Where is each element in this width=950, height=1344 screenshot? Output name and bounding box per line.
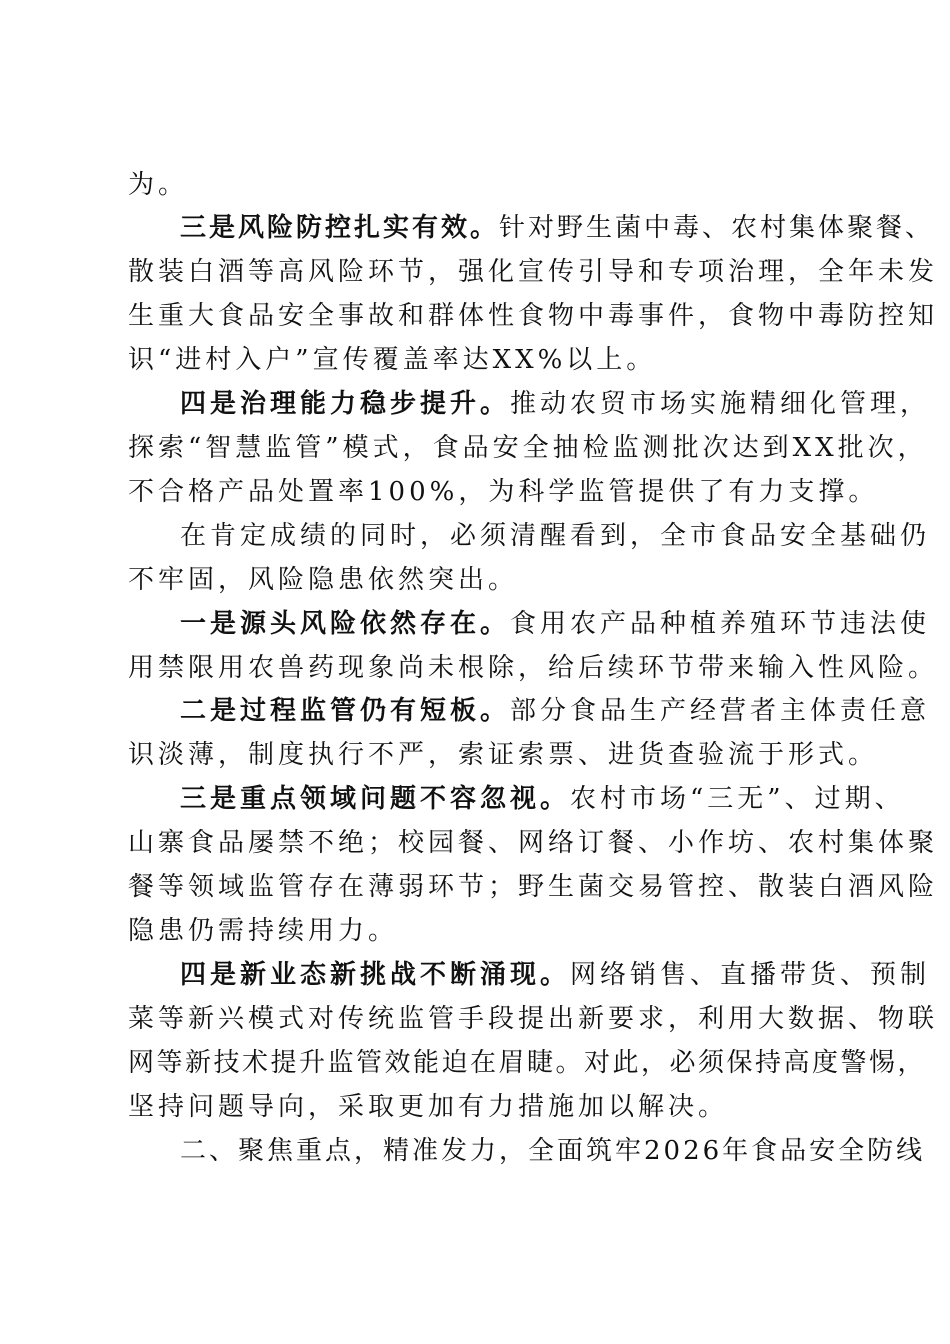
paragraph-heading-line — [180, 777, 905, 821]
line-text: 识淡薄，制度执行不严，索证索票、进货查验流于形式。 — [128, 740, 879, 770]
line-text: 网等新技术提升监管效能迫在眉睫。对此，必须保持高度警惕， — [128, 1048, 927, 1078]
line-text: 识“进村入户”宣传覆盖率达XX%以上。 — [128, 345, 657, 375]
body-line — [180, 514, 930, 558]
paragraph-heading-line — [180, 206, 934, 250]
body-line — [128, 338, 656, 382]
bold-lead: 三是重点领域问题不容忽视。 — [180, 784, 571, 814]
line-text: 食用农产品种植养殖环节违法使 — [510, 609, 931, 639]
line-text: 部分食品生产经营者主体责任意 — [510, 696, 931, 726]
line-text: 散装白酒等高风险环节，强化宣传引导和专项治理，全年未发 — [128, 257, 939, 287]
paragraph-heading-line — [180, 382, 930, 426]
paragraph-heading-line — [180, 689, 930, 733]
line-text: 生重大食品安全事故和群体性食物中毒事件，食物中毒防控知 — [128, 301, 939, 331]
body-line — [128, 250, 938, 294]
line-text: 用禁限用农兽药现象尚未根除，给后续环节带来输入性风险。 — [128, 653, 939, 683]
body-line — [128, 821, 938, 865]
body-line — [128, 646, 938, 690]
line-text: 农村市场“三无”、过期、 — [570, 784, 905, 814]
line-text: 山寨食品屡禁不绝；校园餐、网络订餐、小作坊、农村集体聚 — [128, 828, 939, 858]
body-line — [128, 1085, 728, 1129]
line-text: 网络销售、直播带货、预制 — [570, 960, 931, 990]
line-text: 推动农贸市场实施精细化管理， — [510, 389, 931, 419]
body-line — [128, 997, 938, 1041]
body-line — [128, 470, 878, 514]
bold-lead: 二是过程监管仍有短板。 — [180, 696, 511, 726]
section-heading-line — [180, 1129, 925, 1173]
line-text: 坚持问题导向，采取更加有力措施加以解决。 — [128, 1092, 729, 1122]
body-line — [128, 294, 938, 338]
line-text: 探索“智慧监管”模式，食品安全抽检监测批次达到XX批次， — [128, 433, 928, 463]
paragraph-heading-line — [180, 602, 930, 646]
line-text: 二、聚焦重点，精准发力，全面筑牢2026年食品安全防线 — [180, 1136, 926, 1166]
bold-lead: 四是新业态新挑战不断涌现。 — [180, 960, 571, 990]
line-text: 餐等领域监管存在薄弱环节；野生菌交易管控、散装白酒风险 — [128, 872, 939, 902]
line-text: 菜等新兴模式对传统监管手段提出新要求，利用大数据、物联 — [128, 1004, 939, 1034]
line-text: 隐患仍需持续用力。 — [128, 916, 399, 946]
line-text: 为。 — [128, 170, 189, 200]
body-line — [128, 426, 928, 470]
line-text: 不牢固，风险隐患依然突出。 — [128, 565, 519, 595]
body-line — [128, 865, 938, 909]
bold-lead: 一是源头风险依然存在。 — [180, 609, 511, 639]
bold-lead: 三是风险防控扎实有效。 — [180, 213, 500, 243]
line-text: 针对野生菌中毒、农村集体聚餐、 — [499, 213, 935, 243]
body-line — [128, 163, 188, 207]
line-text: 不合格产品处置率100%，为科学监管提供了有力支撑。 — [128, 477, 879, 507]
body-line — [128, 558, 518, 602]
body-line — [128, 909, 398, 953]
body-line — [128, 1041, 926, 1085]
bold-lead: 四是治理能力稳步提升。 — [180, 389, 511, 419]
paragraph-heading-line — [180, 953, 930, 997]
line-text: 在肯定成绩的同时，必须清醒看到，全市食品安全基础仍 — [180, 521, 931, 551]
body-line — [128, 733, 878, 777]
